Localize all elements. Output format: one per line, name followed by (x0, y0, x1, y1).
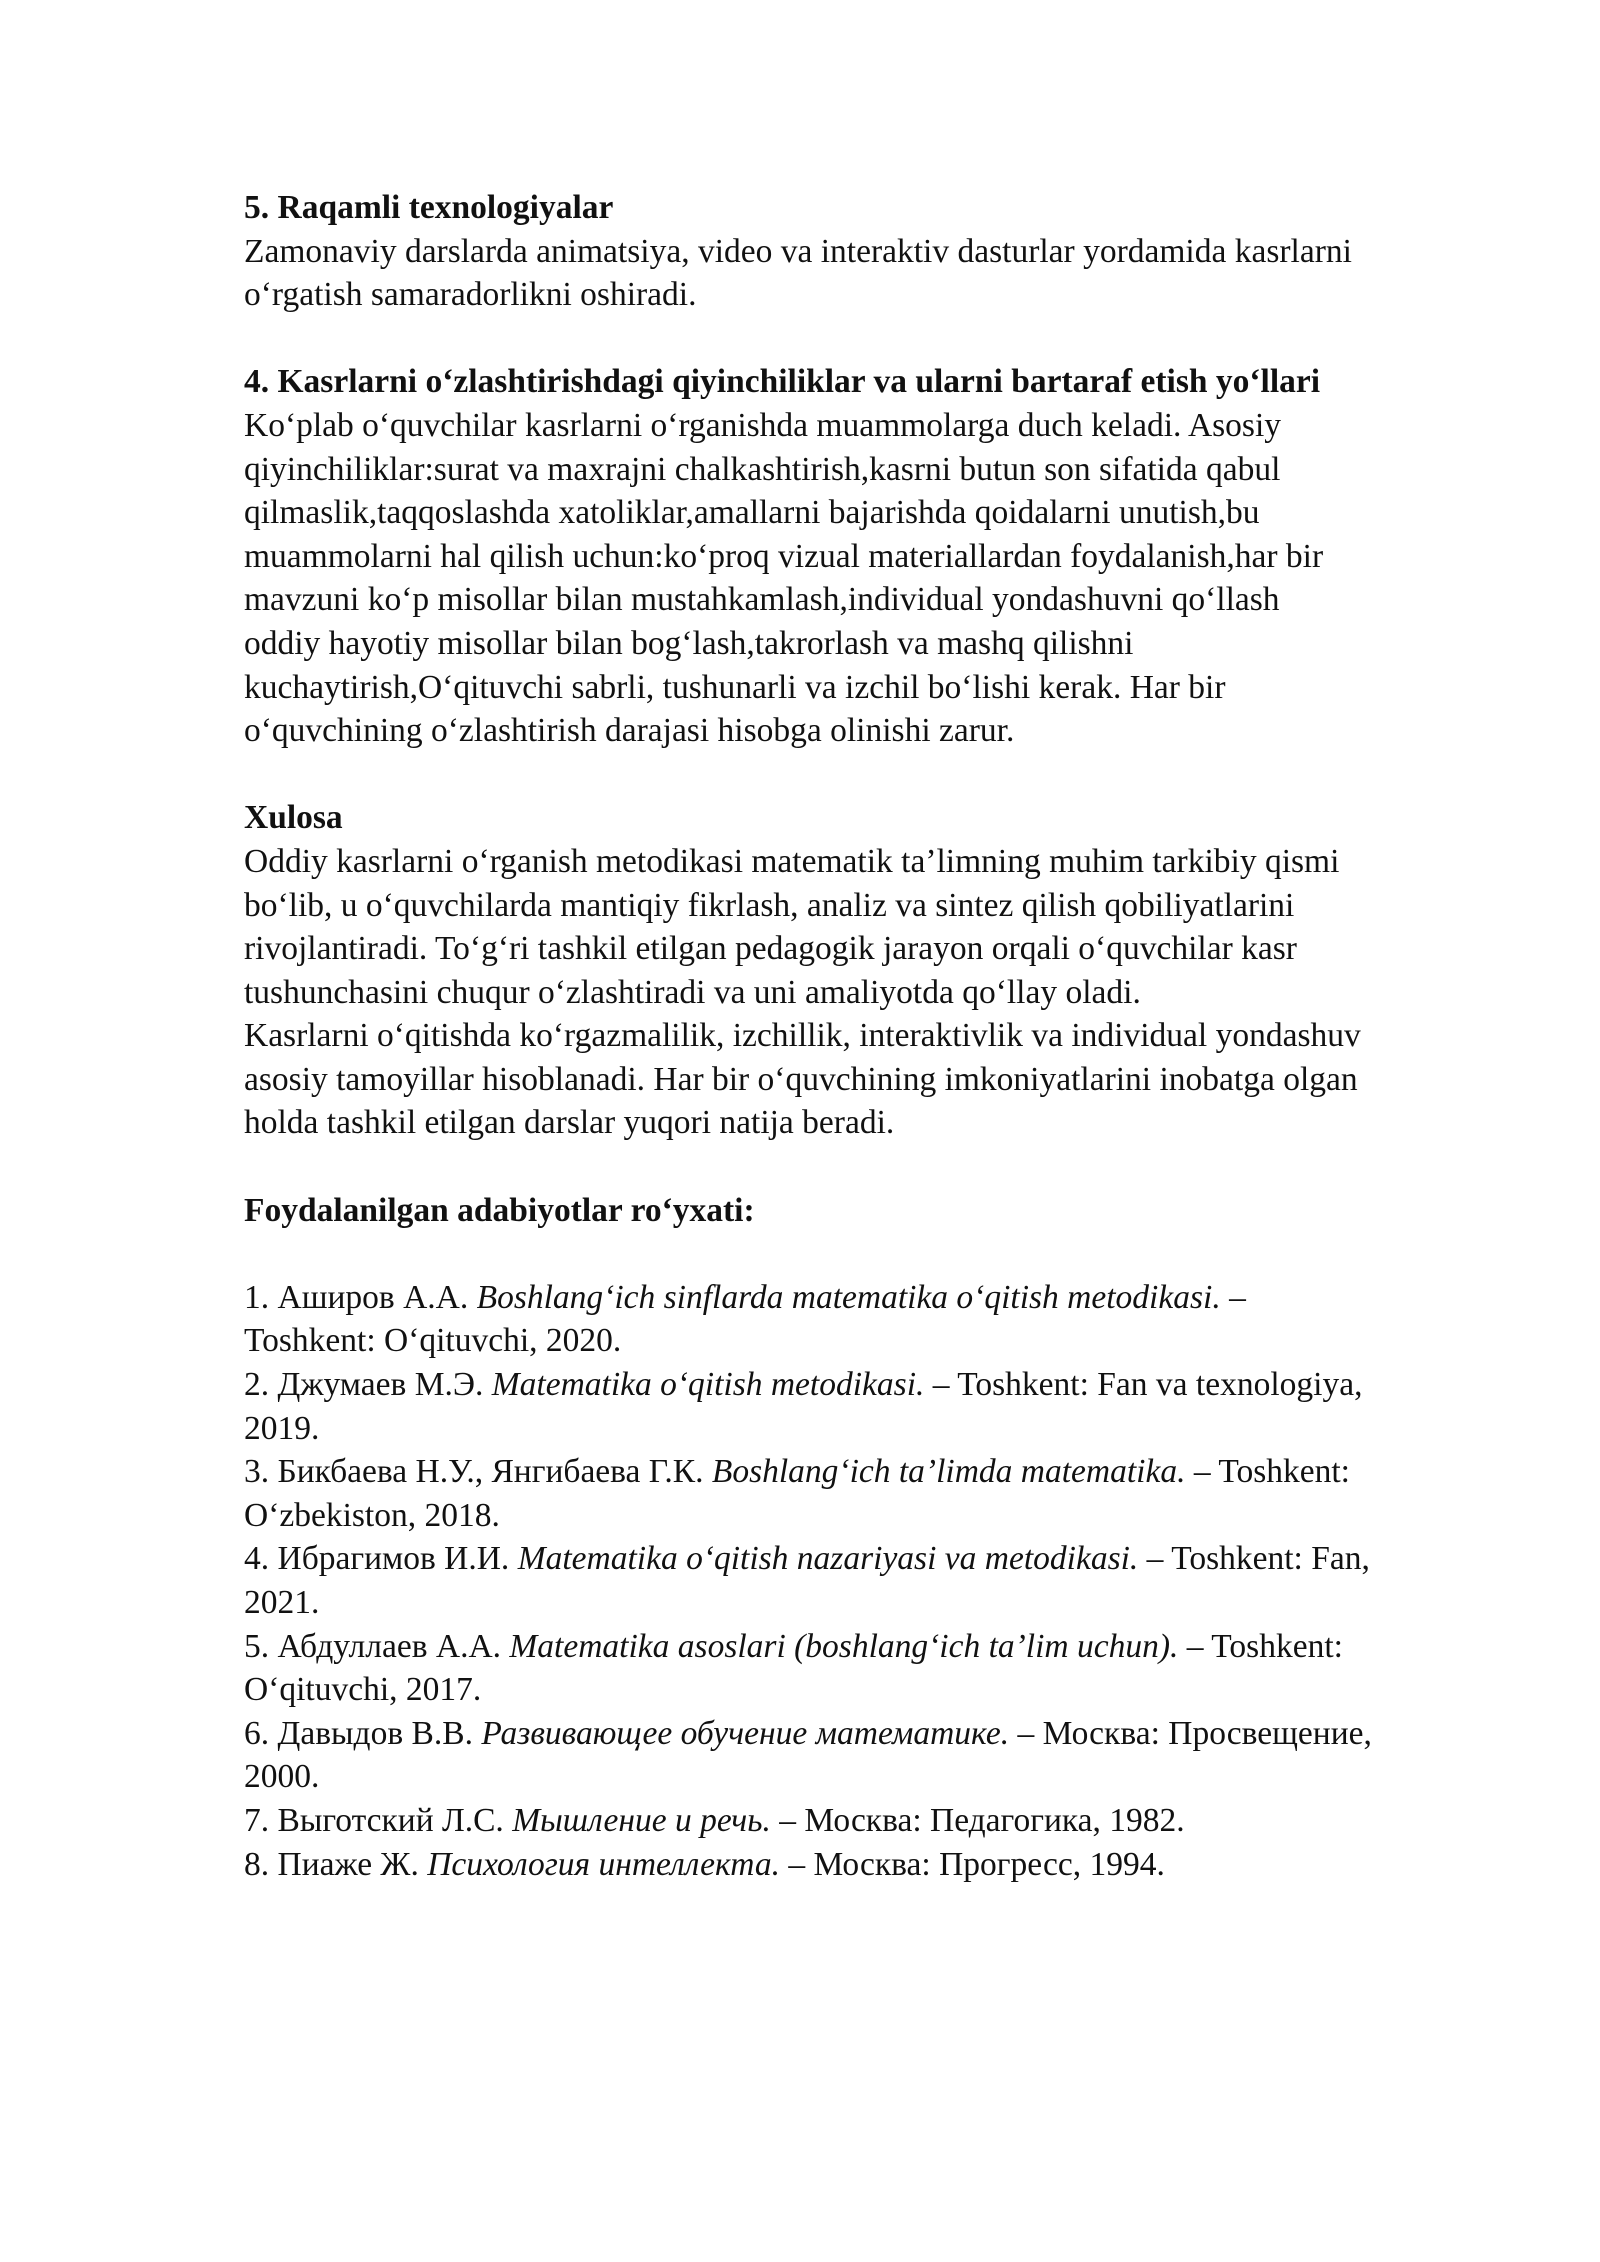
reference-title: Matematika asoslari (boshlang‘ich ta’lim uchun). (509, 1627, 1179, 1665)
reference-publisher: – Toshkent: Fan va texnologiya, 2019. (244, 1366, 1363, 1447)
paragraph: Zamonaviy darslarda animatsiya, video va interaktiv dasturlar yordamida kasrlarni o‘rgatish samaradorlikni oshiradi. (244, 232, 1352, 314)
section-heading: 4. Kasrlarni o‘zlashtirishdagi qiyinchiliklar va ularni bartaraf etish yo‘llari (244, 363, 1321, 401)
reference-title: Boshlang‘ich ta’limda matematika. (711, 1453, 1186, 1491)
document-page (244, 186, 1384, 1886)
reference-title: Развивающее обучение математике. (481, 1714, 1010, 1752)
reference-title: Психология интеллекта. (427, 1845, 780, 1883)
reference-author: 8. Пиаже Ж. (244, 1845, 428, 1883)
paragraph: Ko‘plab o‘quvchilar kasrlarni o‘rganishda muammolarga duch keladi. Asosiy qiyinchiliklar:surat va maxrajni chalkashtirish,kasrni butun son sifatida qabul qilmaslik,taqqoslashda xatoliklar,amallarni bajarishda qoidalarni unutish,bu muammolarni hal qilish uchun:ko‘proq vizual materiallardan foydalanish,har bir mavzuni ko‘p misollar bilan mustahkamlash,individual yondashuvni qo‘llash (244, 406, 1324, 619)
reference-title: Мышление и речь. (512, 1801, 771, 1839)
reference-author: 2. Джумаев М.Э. (244, 1366, 492, 1404)
reference-item (244, 1450, 1384, 1537)
paragraph: oddiy hayotiy misollar bilan bog‘lash,takrorlash va mashq qilishni kuchaytirish,O‘qituvchi sabrli, tushunarli va izchil bo‘lishi kerak. Har bir o‘quvchining o‘zlashtirish darajasi hisobga olinishi zarur. (244, 624, 1226, 750)
reference-author: 3. Бикбаева Н.У., Янгибаева Г.К. (244, 1453, 712, 1491)
reference-publisher: – Москва: Прогресс, 1994. (779, 1845, 1165, 1883)
reference-title: Boshlang‘ich sinflarda matematika o‘qitish metodikasi. (476, 1278, 1221, 1316)
reference-title: Matematika o‘qitish metodikasi. (491, 1366, 925, 1404)
references-list (244, 1276, 1384, 1886)
reference-publisher: – Toshkent: O‘qituvchi, 2017. (244, 1627, 1343, 1709)
reference-author: 1. Аширов А.А. (244, 1278, 477, 1316)
section-conclusion (244, 796, 1384, 1145)
reference-title: Matematika o‘qitish nazariyasi va metodikasi. (517, 1540, 1139, 1578)
reference-author: 5. Абдуллаев А.А. (244, 1627, 510, 1665)
reference-item (244, 1625, 1384, 1712)
reference-publisher: – Toshkent: Fan, 2021. (244, 1540, 1370, 1621)
reference-author: 7. Выготский Л.С. (244, 1801, 513, 1839)
reference-item (244, 1363, 1384, 1450)
section-digital-technologies (244, 186, 1384, 317)
reference-item (244, 1712, 1384, 1799)
paragraph: Kasrlarni o‘qitishda ko‘rgazmalilik, izchillik, interaktivlik va individual yondashuv asosiy tamoyillar hisoblanadi. Har bir o‘quvchining imkoniyatlarini inobatga olgan holda tashkil etilgan darslar yuqori natija beradi. (244, 1017, 1361, 1142)
spacer (244, 1145, 1384, 1189)
reference-author: 6. Давыдов В.В. (244, 1714, 482, 1752)
section-references (244, 1189, 1384, 1887)
spacer (244, 1232, 1384, 1276)
spacer (244, 753, 1384, 797)
section-difficulties (244, 360, 1384, 752)
paragraph: Oddiy kasrlarni o‘rganish metodikasi matematik ta’limning muhim tarkibiy qismi bo‘lib, u o‘quvchilarda mantiqiy fikrlash, analiz va sintez qilish qobiliyatlarini rivojlantiradi. To‘g‘ri tashkil etilgan pedagogik jarayon orqali o‘quvchilar kasr tushunchasini chuqur o‘zlashtiradi va uni amaliyotda qo‘llay oladi. (244, 842, 1340, 1011)
reference-item (244, 1537, 1384, 1624)
reference-item (244, 1276, 1384, 1363)
reference-publisher: – Toshkent: O‘qituvchi, 2020. (244, 1278, 1246, 1360)
reference-item (244, 1799, 1384, 1843)
reference-author: 4. Ибрагимов И.И. (244, 1540, 518, 1578)
section-heading: 5. Raqamli texnologiyalar (244, 189, 614, 226)
section-heading: Xulosa (244, 799, 343, 837)
spacer (244, 317, 1384, 361)
reference-publisher: – Москва: Просвещение, 2000. (244, 1714, 1372, 1796)
reference-publisher: – Toshkent: O‘zbekiston, 2018. (244, 1453, 1350, 1534)
reference-publisher: – Москва: Педагогика, 1982. (770, 1801, 1185, 1839)
reference-item (244, 1843, 1384, 1887)
references-heading: Foydalanilgan adabiyotlar ro‘yxati: (244, 1191, 755, 1229)
